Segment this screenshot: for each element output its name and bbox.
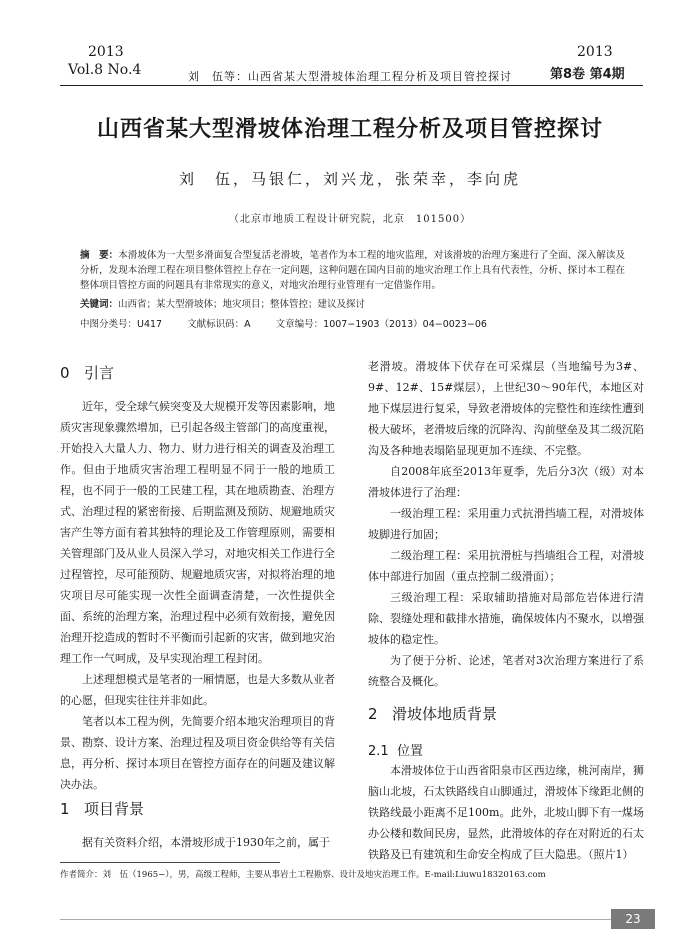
- section-title: 项目背景: [84, 800, 145, 818]
- section-2-heading: [368, 703, 497, 724]
- paragraph: 三级治理工程：采取辅助措施对局部危岩体进行清除、裂缝处理和截排水措施，确保坡体内不聚水，以增强坡体的稳定性。: [368, 591, 644, 646]
- running-title: 刘 伍等：山西省某大型滑坡体治理工程分析及项目管控探讨: [188, 70, 512, 83]
- paragraph: 据有关资料介绍，本滑坡形成于1930年之前，属于: [82, 836, 330, 849]
- subsection-number: 2.1: [368, 744, 389, 759]
- paragraph: 自2008年底至2013年夏季，先后分3次（级）对本滑坡体进行了治理：: [368, 465, 644, 499]
- bottom-rule: [60, 919, 611, 920]
- paragraph: 一级治理工程：采用重力式抗滑挡墙工程，对滑坡体坡脚进行加固；: [368, 507, 644, 541]
- section-number: 2: [368, 705, 378, 723]
- section-number: 1: [60, 800, 70, 818]
- paragraph: 老滑坡。滑坡体下伏存在可采煤层（当地编号为3#、9#、12#、15#煤层），上世纪30～90年代，本地区对地下煤层进行复采，导致老滑坡体的完整性和连续性遭到极大破坏，老滑坡后缘的沉降沟、沟前壁垒及其二级沉陷沟及各种地表塌陷显现更加不连续、不完整。: [368, 360, 644, 457]
- section-title: 滑坡体地质背景: [392, 705, 498, 723]
- subsection-2-1-heading: [368, 740, 423, 759]
- section-0-heading: [60, 362, 114, 383]
- keywords-text: 山西省；某大型滑坡体；地灾项目；整体管控；建议及探讨: [118, 299, 366, 310]
- section-number: 0: [60, 364, 70, 382]
- paragraph: 二级治理工程：采用抗滑桩与挡墙组合工程，对滑坡体中部进行加固（重点控制二级滑面）；: [368, 549, 644, 583]
- paragraph: 本滑坡体位于山西省阳泉市区西边缘，桃河南岸，狮脑山北坡，石太铁路线自山脚通过，滑坡体下缘距北侧的铁路线最小距离不足100m。此外，北坡山脚下有一煤场办公楼和数间民房，显然，此滑坡体的存在对附近的石太铁路及已有建筑和生命安全构成了巨大隐患。（照片1）: [368, 764, 644, 861]
- header-volume-left: Vol.8 No.4: [68, 62, 142, 78]
- header-rule: [60, 85, 643, 86]
- footnote-rule: [60, 862, 280, 863]
- right-column-body: [368, 356, 644, 692]
- keywords: [80, 296, 625, 310]
- classification-info: [80, 316, 625, 330]
- author-list: 刘 伍，马银仁，刘兴龙，张荣幸，李向虎: [178, 170, 521, 188]
- document-code: 文献标识码：A: [187, 319, 251, 330]
- section-1-heading: [60, 798, 144, 819]
- keywords-label: 关键词：: [80, 299, 119, 310]
- header-volume-right: 第8卷 第4期: [550, 67, 625, 82]
- left-column-body: [60, 396, 335, 795]
- header-year-right: 2013: [577, 44, 613, 60]
- article-title: 山西省某大型滑坡体治理工程分析及项目管控探讨: [96, 117, 603, 142]
- left-column-tail: [60, 832, 335, 853]
- right-column-tail: [368, 760, 644, 865]
- paragraph: 上述理想模式是笔者的一厢情愿，也是大多数从业者的心愿，但现实往往并非如此。: [60, 673, 335, 707]
- class-number: 中图分类号：U417: [80, 319, 163, 330]
- subsection-title: 位置: [396, 744, 423, 759]
- article-number: 文章编号：1007−1903（2013）04−0023−06: [275, 319, 487, 330]
- header-year-left: 2013: [88, 44, 124, 60]
- paragraph: 为了便于分析、论述，笔者对3次治理方案进行了系统整合及概化。: [368, 654, 644, 688]
- abstract: [80, 248, 625, 293]
- page-number: 23: [611, 909, 655, 929]
- affiliation: （北京市地质工程设计研究院，北京 101500）: [228, 214, 472, 225]
- abstract-text: 本滑坡体为一大型多滑面复合型复活老滑坡，笔者作为本工程的地灾监理，对该滑坡的治理方案进行了全面、深入解读及分析，发现本治理工程在项目整体管控上存在一定问题，这种问题在国内目前的地灾治理工作上具有代表性，分析、探讨本工程在整体项目管控方面的问题具有非常现实的意义，对地灾治理行业管理有一定借鉴作用。: [80, 250, 625, 291]
- section-title: 引言: [84, 364, 115, 382]
- abstract-label: 摘 要：: [80, 250, 119, 261]
- paragraph: 笔者以本工程为例，先简要介绍本地灾治理项目的背景、勘察、设计方案、治理过程及项目资金供给等有关信息，再分析、探讨本项目在管控方面存在的问题及建议解决办法。: [60, 715, 335, 791]
- author-footnote: 作者简介：刘 伍（1965−），男，高级工程师，主要从事岩土工程勘察、设计及地灾治理工作。E-mail:Liuwu18320163.com: [60, 870, 546, 880]
- paragraph: 近年，受全球气候突变及大规模开发等因素影响，地质灾害现象骤然增加，已引起各级主管部门的高度重视，开始投入大量人力、物力、财力进行相关的调查及治理工作。但由于地质灾害治理工程明显不同于一般的地质工程，也不同于一般的工民建工程，其在地质勘查、治理方式、治理过程的紧密衔接、后期监测及预防、规避地质灾害产生等方面有着其独特的理论及工作管理原则，需要相关管理部门及从业人员深入学习，对地灾相关工作进行全过程管控，尽可能预防、规避地质灾害，对拟将治理的地灾项目尽可能实现一次性全面调查清楚，一次性提供全面、系统的治理方案，治理过程中必须有效衔接，避免因治理开挖造成的暂时不平衡而引起新的灾害，做到地灾治理工作一气呵成，及早实现治理工程封闭。: [60, 400, 335, 665]
